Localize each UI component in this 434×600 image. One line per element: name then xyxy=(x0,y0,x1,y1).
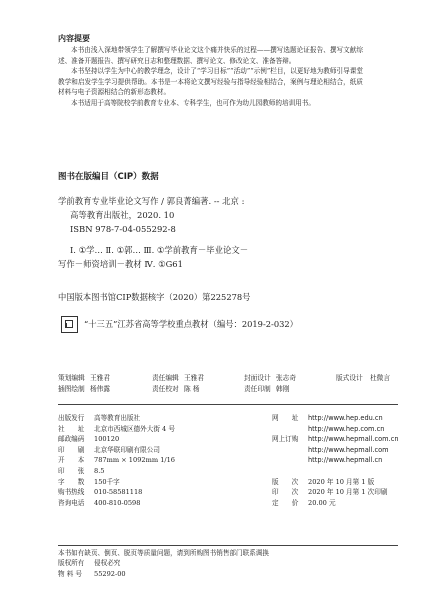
summary-body xyxy=(58,45,363,109)
credits-row xyxy=(58,373,398,384)
pub-value: 2020 年 10 月第 1 版 xyxy=(308,477,375,486)
credit-label: 责任编辑 xyxy=(152,374,179,382)
pub-value: 20.00 元 xyxy=(308,498,336,507)
credits xyxy=(58,373,398,395)
pub-row xyxy=(58,434,418,445)
pub-value: 高等教育出版社 xyxy=(94,414,141,422)
pub-value: 787mm × 1092mm 1/16 xyxy=(94,456,175,465)
divider xyxy=(58,545,398,546)
pub-value: 2020 年 10 月第 1 次印刷 xyxy=(308,488,388,497)
credit-label: 责任印制 xyxy=(244,385,271,393)
pub-label: 版 次 xyxy=(272,477,299,486)
pub-row xyxy=(58,424,418,435)
pub-row xyxy=(58,445,418,456)
rights-label: 版权所有 xyxy=(58,559,85,568)
publication-info xyxy=(58,413,418,508)
pub-label: 定 价 xyxy=(272,498,299,507)
credit-name: 韩刚 xyxy=(276,385,290,393)
pub-value: 100120 xyxy=(94,435,120,444)
pub-value: 010-58581118 xyxy=(94,488,143,497)
credit-name: 张志奇 xyxy=(276,374,297,382)
pub-label: 购书热线 xyxy=(58,488,85,497)
cip-line-isbn: ISBN 978-7-04-055292-8 xyxy=(70,224,176,234)
credit-label: 版式设计 xyxy=(336,374,363,382)
cip-record xyxy=(58,194,358,271)
cip-line-subjects-cont: 写作－师资培训－教材 Ⅳ. ①G61 xyxy=(58,259,183,269)
material-line xyxy=(58,569,398,579)
credit-name: 杨伟露 xyxy=(90,385,111,393)
pub-row xyxy=(58,498,418,509)
textbook-plan-text: “十三五”江苏省高等学校重点教材（编号：2019-2-032） xyxy=(84,319,298,329)
rights-line xyxy=(58,558,398,568)
credit-name: 杜微言 xyxy=(370,374,391,382)
pub-label: 网上订购 xyxy=(272,435,299,444)
pub-label: 印 刷 xyxy=(58,445,85,454)
pub-row xyxy=(58,455,418,466)
pub-value: http://www.hepmall.com.cn xyxy=(308,435,399,444)
cip-line-subjects: Ⅰ. ①学… Ⅱ. ①郭… Ⅲ. ①学前教育－毕业论文－ xyxy=(70,245,249,255)
material-label: 物 料 号 xyxy=(58,569,82,578)
pub-label: 印 张 xyxy=(58,466,85,475)
cip-number: 中国版本图书馆CIP数据核字（2020）第225278号 xyxy=(58,292,251,302)
quality-notice: 本书如有缺页、倒页、脱页等质量问题，请到所购图书销售部门联系调换 xyxy=(58,549,269,557)
pub-label: 字 数 xyxy=(58,477,85,486)
credit-label: 责任校对 xyxy=(152,385,179,393)
pub-value: http://www.hepmall.com xyxy=(308,445,389,454)
credits-row xyxy=(58,384,398,395)
cip-line-publisher: 高等教育出版社，2020. 10 xyxy=(70,210,175,220)
credit-name: 王雅君 xyxy=(184,374,205,382)
pub-row xyxy=(58,477,418,488)
pub-label: 出版发行 xyxy=(58,414,85,422)
credit-name: 陈 杨 xyxy=(184,385,200,393)
credit-name: 王雅君 xyxy=(90,374,111,382)
pub-value: 150千字 xyxy=(94,477,120,486)
pub-value: http://www.hep.com.cn xyxy=(308,424,385,433)
summary-title: 内容提要 xyxy=(58,34,90,43)
pub-label: 开 本 xyxy=(58,456,85,465)
cip-line-title: 学前教育专业毕业论文写作 / 郭良菁编著. -- 北京 : xyxy=(58,196,245,206)
credit-label: 封面设计 xyxy=(244,374,271,382)
pub-value: 北京市西城区德外大街 4 号 xyxy=(94,424,175,433)
divider xyxy=(58,404,398,405)
pub-row xyxy=(58,466,418,477)
rights-value: 侵权必究 xyxy=(94,559,121,568)
pub-value: 8.5 xyxy=(94,466,105,475)
footer xyxy=(58,548,398,579)
pub-label: 印 次 xyxy=(272,488,299,497)
cip-heading: 图书在版编目（CIP）数据 xyxy=(58,172,159,182)
pub-value: http://www.hep.edu.cn xyxy=(308,414,383,422)
pub-value: 400-810-0598 xyxy=(94,498,141,507)
pub-row xyxy=(58,487,418,498)
pub-value: http://www.hepmall.cn xyxy=(308,456,383,465)
material-value: 55292-00 xyxy=(94,569,126,578)
summary-paragraph: 本书坚持以学生为中心的教学理念，设计了“学习目标”“活动”“示例”栏目，以更好地为教师引导课堂教学和启发学生学习提供帮助。本书是一本将论文撰写经验与指导经验相结合，案例与理论相结合，纸质材料与电子资源相结合的新形态教材。 xyxy=(58,67,363,97)
summary-paragraph: 本书由浅入深地带领学生了解撰写毕业论文这个痛并快乐的过程——撰写选题论证报告、撰写文献综述、准备开题报告、撰写研究日志和整理数据、撰写论文、修改论文、准备答辩。 xyxy=(58,46,363,65)
pub-row xyxy=(58,413,418,424)
pub-label: 邮政编码 xyxy=(58,435,85,444)
pub-value: 北京华联印刷有限公司 xyxy=(94,445,160,454)
pub-label: 咨询电话 xyxy=(58,498,85,507)
pub-label: 网 址 xyxy=(272,414,299,422)
summary-paragraph: 本书适用于高等院校学前教育专业本、专科学生，也可作为幼儿园教师的培训用书。 xyxy=(71,98,315,107)
credit-label: 插图绘制 xyxy=(58,385,85,393)
pub-label: 社 址 xyxy=(58,424,85,433)
credit-label: 策划编辑 xyxy=(58,374,85,382)
textbook-plan-logo xyxy=(61,316,78,333)
